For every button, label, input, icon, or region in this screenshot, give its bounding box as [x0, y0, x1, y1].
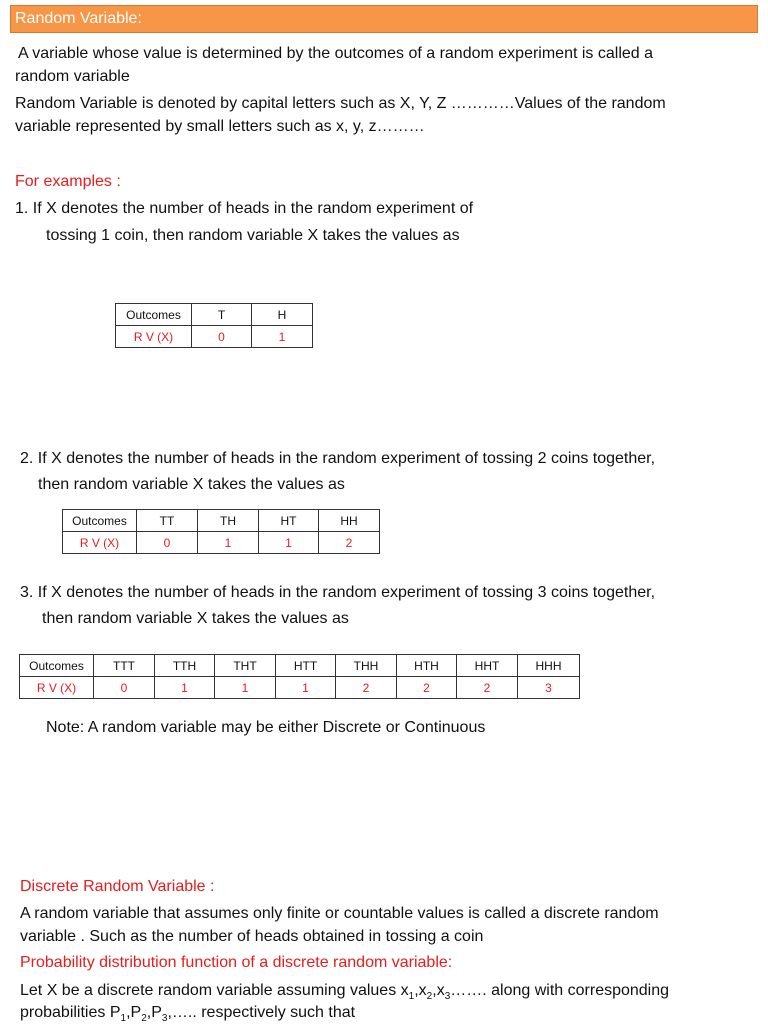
- table-header-cell: HT: [259, 510, 319, 532]
- table-row: [63, 532, 380, 554]
- table-header-cell: H: [252, 304, 313, 326]
- section-title: Random Variable:: [15, 10, 142, 27]
- separator: ,: [414, 982, 419, 999]
- example-1-line-1: 1. If X denotes the number of heads in the random experiment of: [15, 200, 474, 217]
- table-one-coin: [115, 303, 313, 348]
- table-row: [63, 510, 380, 532]
- table-row: [20, 677, 580, 699]
- pdf-line-1-text: Let X be a discrete random variable assuming values: [20, 982, 401, 999]
- table-cell: 1: [276, 677, 336, 699]
- table-header-cell: THT: [215, 655, 276, 677]
- example-2-line-2: then random variable X takes the values as: [38, 476, 345, 493]
- discrete-heading: Discrete Random Variable :: [20, 878, 215, 895]
- table-cell: 1: [155, 677, 215, 699]
- section-header: [10, 5, 758, 33]
- table-two-coins: [62, 509, 380, 554]
- table-cell: 0: [137, 532, 198, 554]
- discrete-line-1: A random variable that assumes only finite or countable values is called a discrete random: [20, 905, 659, 922]
- intro-line-2: random variable: [15, 68, 130, 85]
- x1-symbol: x: [400, 982, 409, 999]
- x3-subscript: 3: [444, 991, 451, 1003]
- separator: ,: [432, 982, 437, 999]
- table-cell: 1: [198, 532, 259, 554]
- pdf-line-2: [20, 1001, 355, 1030]
- table-header-cell: HHT: [457, 655, 518, 677]
- discrete-line-2: variable . Such as the number of heads obtained in tossing a coin: [20, 928, 484, 945]
- table-cell: R V (X): [116, 326, 192, 348]
- p1-subscript: 1: [120, 1013, 127, 1025]
- example-2-line-1: 2. If X denotes the number of heads in the random experiment of tossing 2 coins together,: [20, 450, 656, 467]
- table-header-cell: TH: [198, 510, 259, 532]
- table-header-cell: HH: [319, 510, 380, 532]
- table-row: [116, 326, 313, 348]
- table-cell: 0: [94, 677, 155, 699]
- x2-symbol: x: [418, 982, 427, 999]
- pdf-line-1-tail: ……. along with corresponding: [450, 982, 670, 999]
- example-1-line-2: tossing 1 coin, then random variable X takes the values as: [46, 227, 460, 244]
- table-header-cell: TTT: [94, 655, 155, 677]
- table-cell: R V (X): [63, 532, 137, 554]
- table-header-cell: HTH: [397, 655, 457, 677]
- example-3-line-1: 3. If X denotes the number of heads in the random experiment of tossing 3 coins together,: [20, 584, 656, 601]
- table-header-cell: TTH: [155, 655, 215, 677]
- p2-subscript: 2: [141, 1013, 147, 1025]
- table-cell: 3: [518, 677, 580, 699]
- p3-symbol: P: [151, 1004, 162, 1021]
- table-row: [20, 655, 580, 677]
- table-cell: 2: [319, 532, 380, 554]
- table-header-cell: TT: [137, 510, 198, 532]
- intro-line-4: variable represented by small letters such as x, y, z………: [15, 118, 425, 135]
- table-cell: 0: [192, 326, 252, 348]
- intro-line-3: Random Variable is denoted by capital letters such as X, Y, Z …………Values of the random: [15, 95, 666, 112]
- table-header-cell: Outcomes: [20, 655, 94, 677]
- separator: ,: [146, 1004, 152, 1021]
- table-header-cell: Outcomes: [116, 304, 192, 326]
- x3-symbol: x: [436, 982, 445, 999]
- table-cell: 2: [457, 677, 518, 699]
- p2-symbol: P: [130, 1004, 142, 1021]
- table-cell: 2: [397, 677, 457, 699]
- separator: ,: [126, 1004, 131, 1021]
- table-cell: R V (X): [20, 677, 94, 699]
- p3-subscript: 3: [161, 1013, 168, 1025]
- table-cell: 2: [336, 677, 397, 699]
- p1-symbol: P: [109, 1004, 121, 1021]
- examples-heading: For examples :: [15, 173, 121, 190]
- table-header-cell: HTT: [276, 655, 336, 677]
- table-cell: 1: [252, 326, 313, 348]
- note-text: Note: A random variable may be either Discrete or Continuous: [46, 719, 486, 736]
- table-header-cell: T: [192, 304, 252, 326]
- example-3-line-2: then random variable X takes the values as: [42, 610, 349, 627]
- table-header-cell: HHH: [518, 655, 580, 677]
- table-header-cell: THH: [336, 655, 397, 677]
- pdf-line-2-tail: ,….. respectively such that: [167, 1004, 356, 1021]
- table-three-coins: [19, 654, 580, 699]
- pdf-heading: Probability distribution function of a discrete random variable:: [20, 954, 453, 971]
- table-cell: 1: [215, 677, 276, 699]
- x2-subscript: 2: [426, 991, 433, 1003]
- table-row: [116, 304, 313, 326]
- table-cell: 1: [259, 532, 319, 554]
- x1-subscript: 1: [408, 991, 415, 1003]
- table-header-cell: Outcomes: [63, 510, 137, 532]
- intro-line-1: A variable whose value is determined by the outcomes of a random experiment is called a: [18, 45, 654, 62]
- pdf-line-2-text: probabilities: [20, 1004, 110, 1021]
